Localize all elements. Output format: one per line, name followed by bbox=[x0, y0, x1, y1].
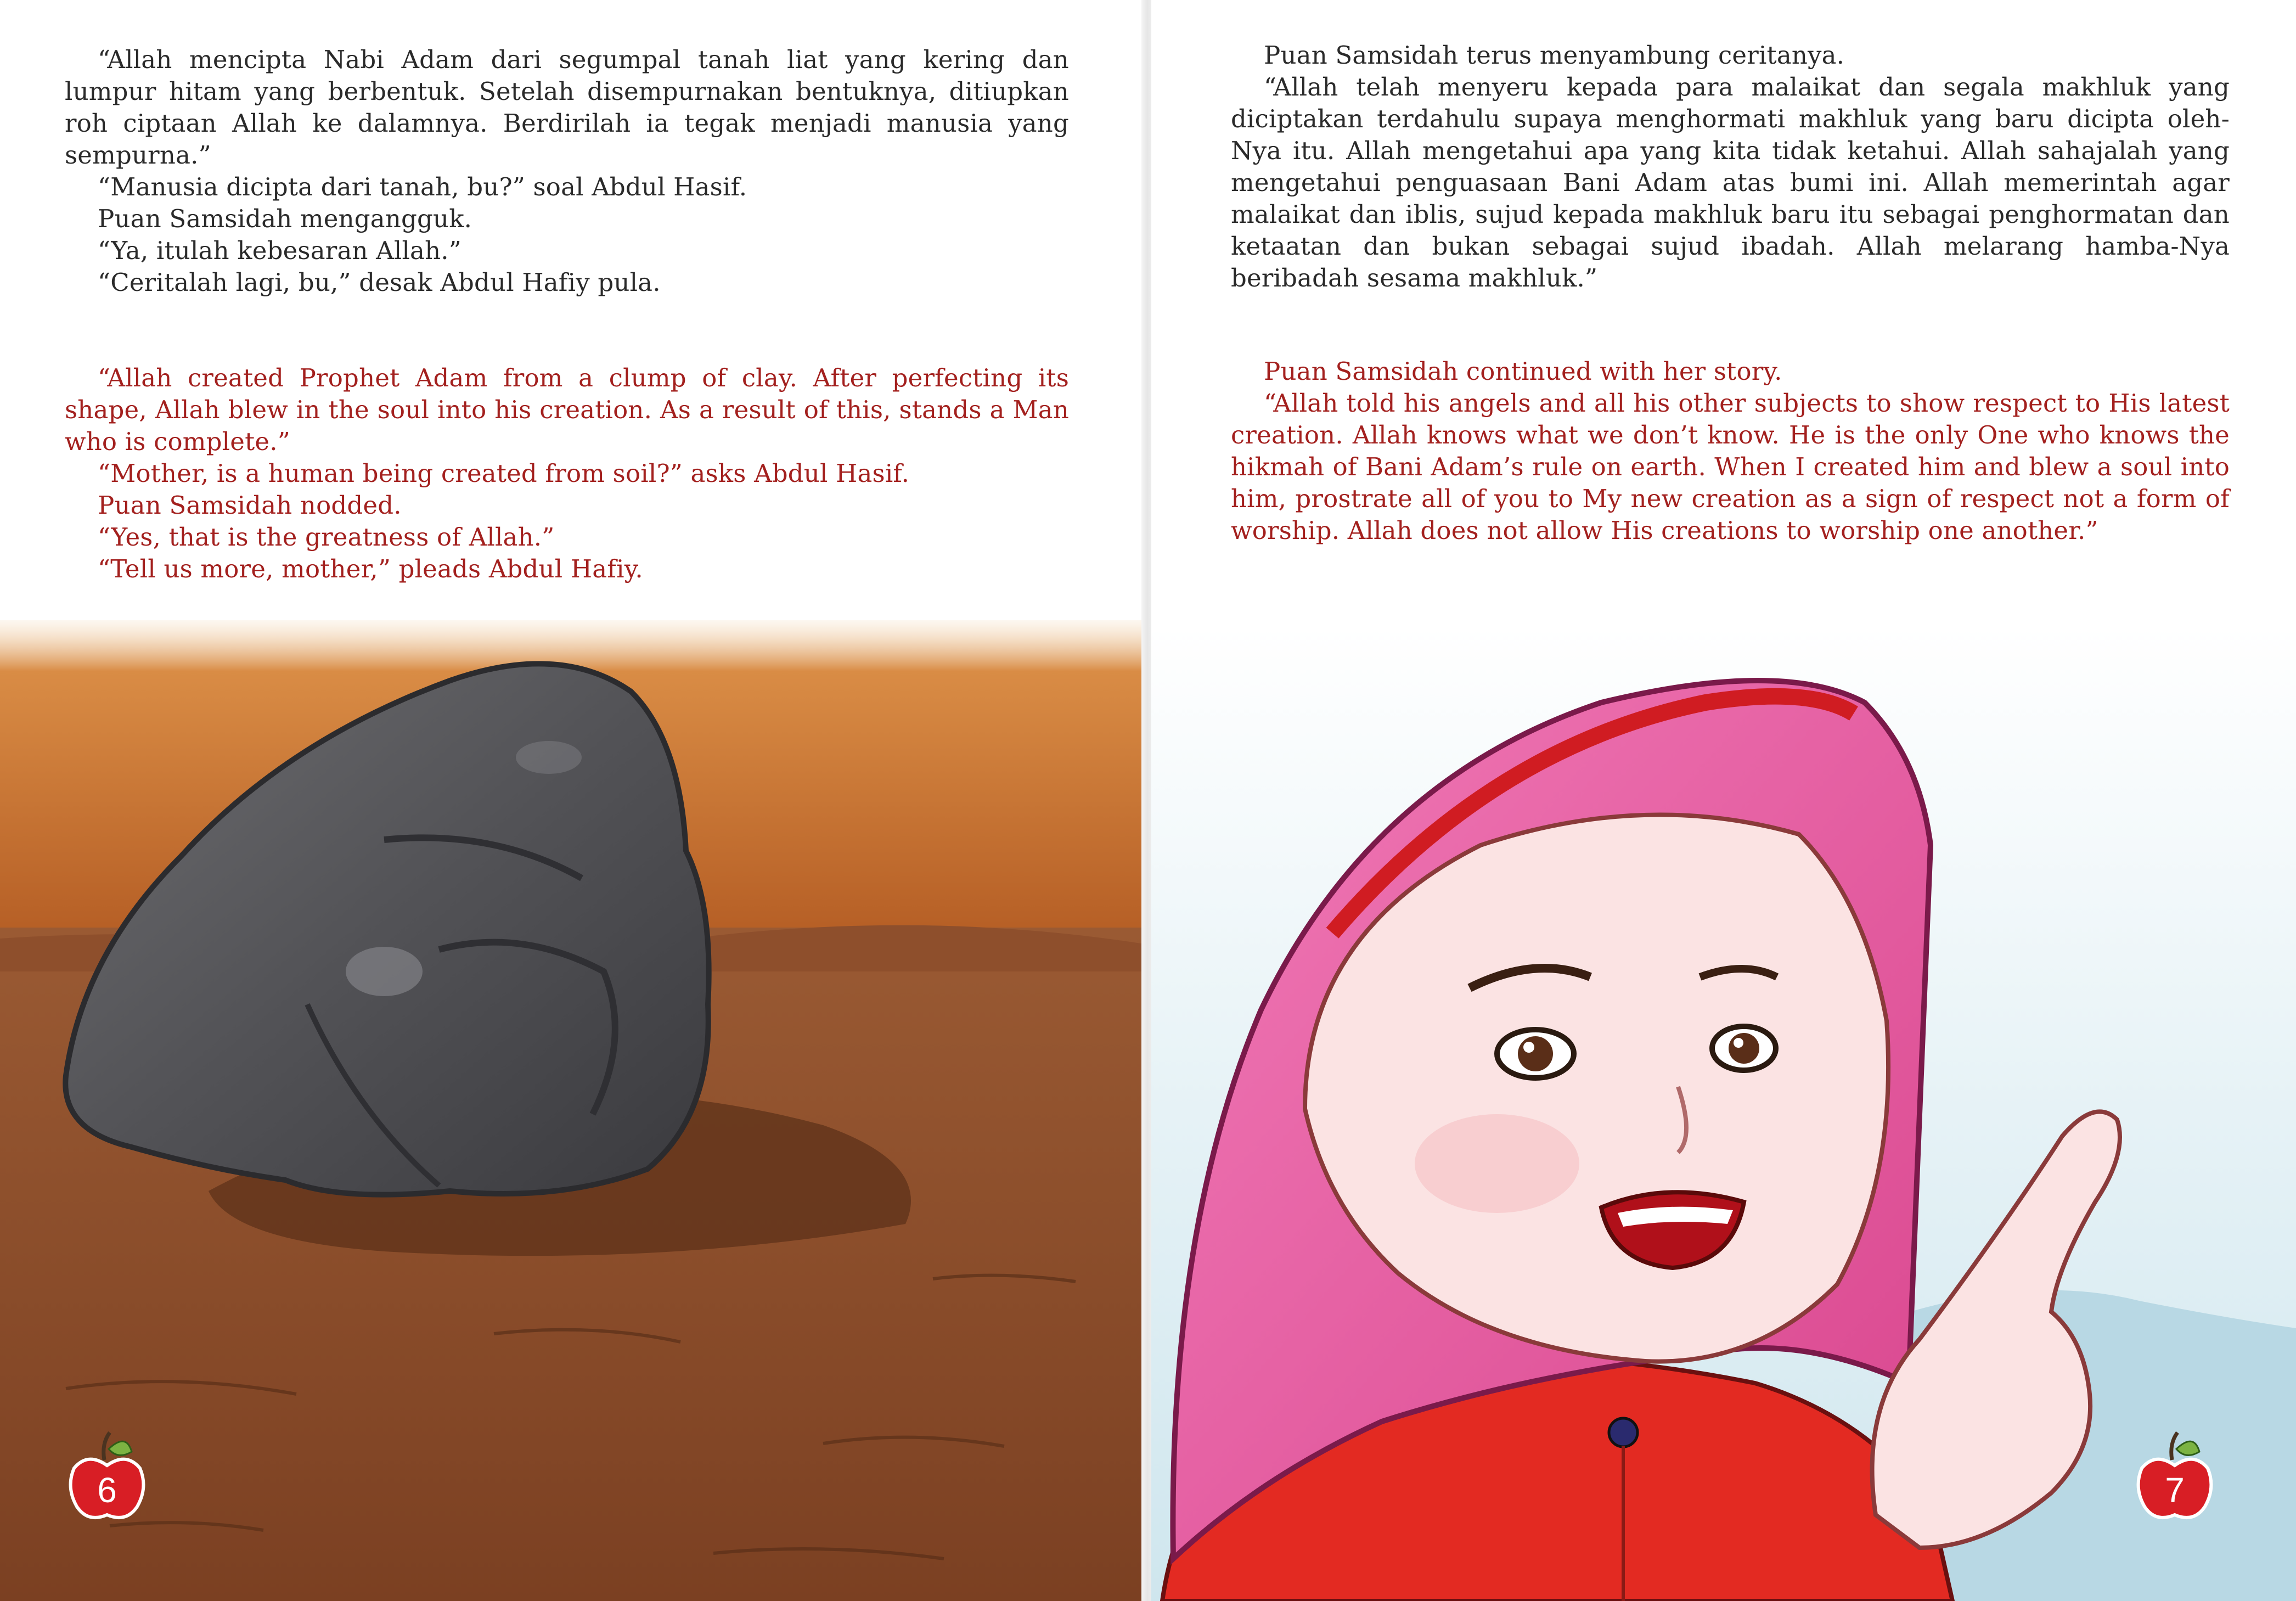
left-malay-paragraph: “Allah mencipta Nabi Adam dari segumpal tanah liat yang kering dan lumpur hitam yang berbentuk. Setelah disempurnakan bentuknya, ditiupkan roh ciptaan Allah ke dalamnya. Berdirilah ia tegak menjadi manusia yang sempurna.” bbox=[65, 45, 1069, 170]
left-malay-paragraph: “Manusia dicipta dari tanah, bu?” soal Abdul Hasif. bbox=[98, 172, 747, 201]
left-english-paragraph: “Tell us more, mother,” pleads Abdul Hafiy. bbox=[98, 554, 643, 583]
page-number: 7 bbox=[2165, 1470, 2185, 1510]
page-number-apple bbox=[66, 1427, 148, 1523]
right-malay-paragraph: “Allah telah menyeru kepada para malaikat dan segala makhluk yang diciptakan terdahulu supaya menghormati makhluk yang baru dicipta oleh-Nya itu. Allah mengetahui apa yang kita tidak ketahui. Allah sahajalah yang mengetahui penguasaan Bani Adam atas bumi ini. Allah memerintah agar malaikat dan iblis, sujud kepada makhluk baru itu sebagai penghormatan dan ketaatan dan bukan sebagai sujud ibadah. Allah melarang hamba-Nya beribadah sesama makhluk.” bbox=[1231, 72, 2230, 293]
left-english-paragraph: Puan Samsidah nodded. bbox=[98, 491, 402, 520]
left-malay-paragraph: Puan Samsidah mengangguk. bbox=[98, 204, 472, 233]
page-number: 6 bbox=[97, 1470, 117, 1510]
woman-illustration bbox=[1151, 626, 2296, 1601]
page-number-apple bbox=[2134, 1427, 2216, 1523]
clay-lump-illustration bbox=[0, 620, 1145, 1601]
right-malay-paragraph: Puan Samsidah terus menyambung ceritanya. bbox=[1264, 41, 1845, 70]
right-malay-text bbox=[1231, 40, 2230, 294]
left-malay-paragraph: “Ya, itulah kebesaran Allah.” bbox=[98, 236, 462, 265]
left-malay-paragraph: “Ceritalah lagi, bu,” desak Abdul Hafiy pula. bbox=[98, 268, 661, 297]
left-english-paragraph: “Yes, that is the greatness of Allah.” bbox=[98, 523, 555, 552]
left-english-paragraph: “Mother, is a human being created from soil?” asks Abdul Hasif. bbox=[98, 459, 910, 488]
left-english-paragraph: “Allah created Prophet Adam from a clump of clay. After perfecting its shape, Allah blew in the soul into his creation. As a result of this, stands a Man who is complete.” bbox=[65, 363, 1069, 456]
right-english-paragraph: Puan Samsidah continued with her story. bbox=[1264, 357, 1782, 386]
right-english-paragraph: “Allah told his angels and all his other subjects to show respect to His latest creation. Allah knows what we don’t know. He is the only One who knows the hikmah of Bani Adam’s rule on earth. When I created him and blew a soul into him, prostrate all of you to My new creation as a sign of respect not a form of worship. Allah does not allow His creations to worship one another.” bbox=[1231, 389, 2230, 545]
left-english-text bbox=[65, 362, 1069, 585]
right-page bbox=[1151, 0, 2296, 1601]
left-page bbox=[0, 0, 1145, 1601]
left-malay-text bbox=[65, 44, 1069, 299]
right-english-text bbox=[1231, 356, 2230, 547]
